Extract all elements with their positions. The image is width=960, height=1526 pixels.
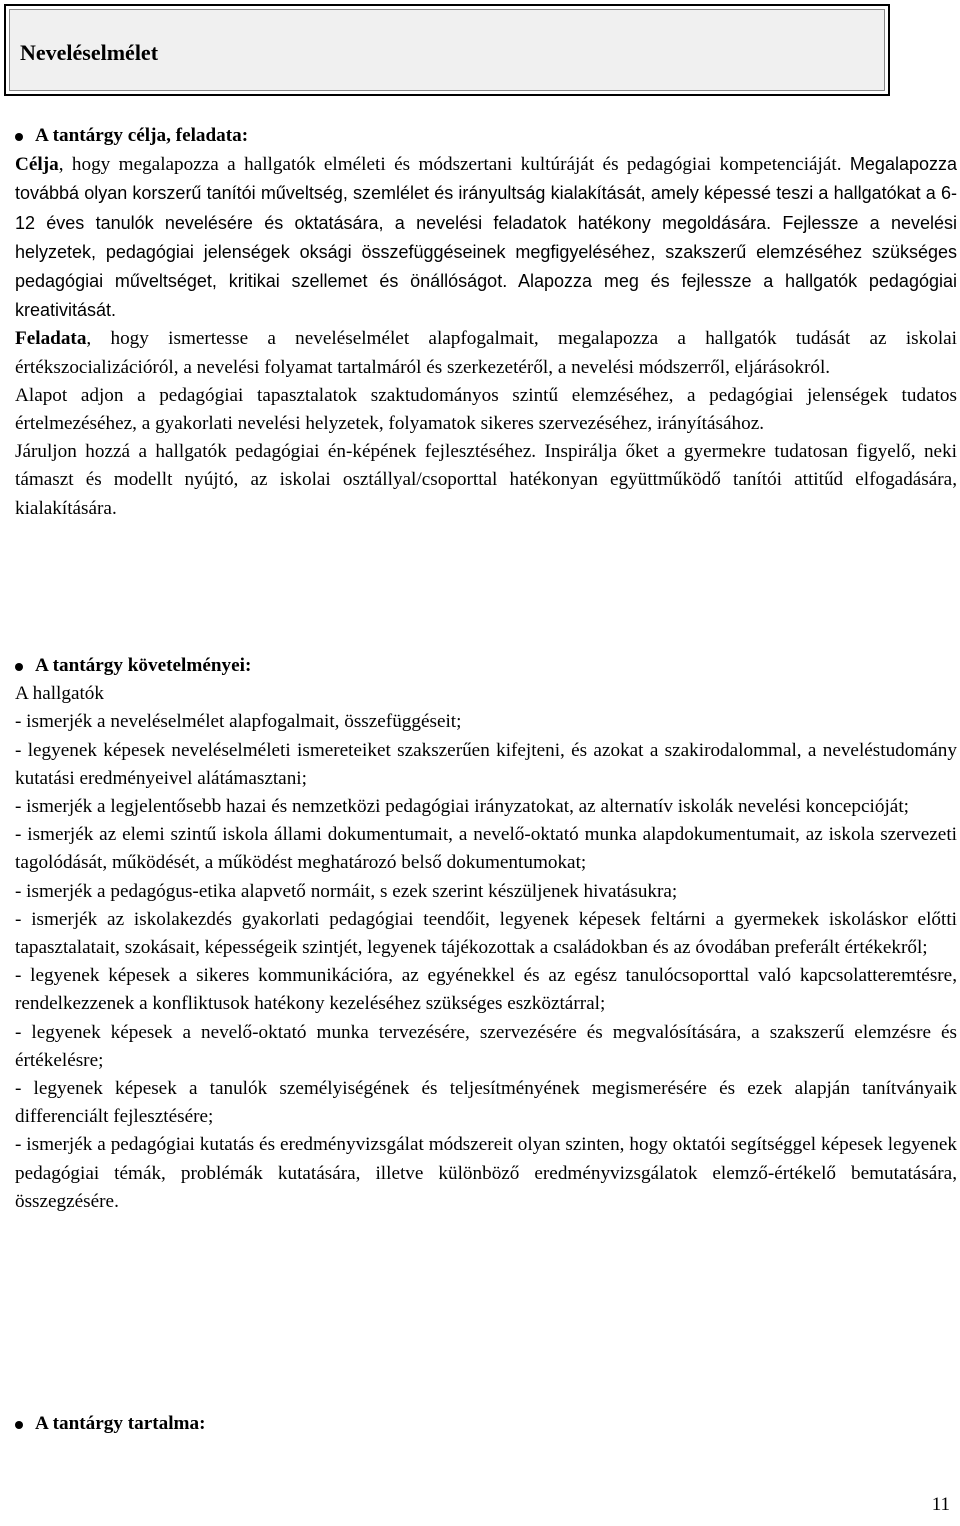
list-item: - legyenek képesek a tanulók személyiségének és teljesítményének megismerésére és ezek alapján tanítványaik differenciált fejlesztésére; <box>15 1078 957 1128</box>
title-box <box>4 4 890 96</box>
list-item: - ismerjék a pedagógiai kutatás és eredményvizsgálat módszereit olyan szinten, hogy oktatói segítséggel képesek legyenek pedagógiai témák, problémák kutatására, illetve különböző eredményvizsgálatok elemző-értékelő bemutatására, összegzésére. <box>15 1134 957 1212</box>
goal-paragraph: Célja, hogy megalapozza a hallgatók elméleti és módszertani kultúráját és pedagógiai kompetenciáját. Megalapozza továbbá olyan korszerű tanítói műveltség, szemlélet és irányultság kialakítását, amely képessé teszi a hallgatókat a 6-12 éves tanulók nevelésére és oktatására, a nevelési feladatok hatékony megoldására. Fejlessze a nevelési helyzetek, pedagógiai jelenségek oksági összefüggéseinek megfigyeléséhez, szakszerű elemzéséhez szükséges pedagógiai műveltséget, kritikai szellemet és önállóságot. Alapozza meg és fejlessze a hallgatók pedagógiai kreativitását. <box>15 154 957 321</box>
bullet-icon <box>15 1421 23 1429</box>
list-item: - ismerjék az iskolakezdés gyakorlati pedagógiai teendőit, legyenek képesek feltárni a gyermekek iskoláskor előtti tapasztalatait, szokásait, képességeik szintjét, legyenek tájékozottak a családokban és az óvodában preferált értékekről; <box>15 908 957 959</box>
page-title: Neveléselmélet <box>20 40 159 65</box>
goal-label: Célja <box>15 154 59 176</box>
list-item: - ismerjék a pedagógus-etika alapvető normáit, s ezek szerint készüljenek hivatásukra; <box>15 880 678 902</box>
page-number: 11 <box>931 1494 950 1515</box>
list-item: - legyenek képesek neveléselméleti ismereteiket szakszerűen kifejteni, és azokat a szakirodalommal, a neveléstudomány kutatási eredményeivel alátámasztani; <box>15 739 957 789</box>
list-item: - ismerjék a neveléselmélet alapfogalmait, összefüggéseit; <box>15 711 462 733</box>
section-requirements <box>15 652 957 1216</box>
list-item: - legyenek képesek a sikeres kommunikációra, az egyénekkel és az egész tanulócsoporttal való kapcsolatteremtésre, rendelkezzenek a konfliktusok hatékony kezeléséhez szükséges eszköztárral; <box>15 965 957 1015</box>
task-label: Feladata <box>15 328 87 350</box>
list-item: - ismerjék a legjelentősebb hazai és nemzetközi pedagógiai irányzatokat, az alternatív iskolák nevelési koncepcióját; <box>15 796 909 818</box>
section-heading-content: A tantárgy tartalma: <box>15 1410 957 1438</box>
list-item: - ismerjék az elemi szintű iskola állami dokumentumait, a nevelő-oktató munka alapdokumentumait, az iskola szervezeti tagolódását, működését, a működést meghatározó belső dokumentumokat; <box>15 824 957 874</box>
section-heading-requirements: A tantárgy követelményei: <box>15 652 957 680</box>
bullet-icon <box>15 663 23 671</box>
bullet-icon <box>15 133 23 141</box>
contribute-paragraph: Járuljon hozzá a hallgatók pedagógiai én-képének fejlesztéséhez. Inspirálja őket a gyermekre tudatosan figyelő, neki támaszt és modellt nyújtó, az iskolai osztállyal/csoporttal hatékonyan együttműködő tanítói attitűd elfogadására, kialakítására. <box>15 441 957 519</box>
requirements-intro: A hallgatók <box>15 683 104 705</box>
section-content <box>15 1410 957 1438</box>
requirements-list <box>15 708 957 1216</box>
task-paragraph: Feladata, hogy ismertesse a neveléselmélet alapfogalmait, megalapozza a hallgatók tudását az iskolai értékszocializációról, a nevelési folyamat tartalmáról és szerkezetéről, a nevelési módszerről, eljárásokról. <box>15 328 957 378</box>
basis-paragraph: Alapot adjon a pedagógiai tapasztalatok szaktudományos szintű elemzéséhez, a pedagógiai jelenségek tudatos értelmezéséhez, a gyakorlati nevelési helyzetek, folyamatok sikeres szervezéséhez, irányításához. <box>15 384 957 435</box>
section-heading-goal: A tantárgy célja, feladata: <box>15 122 957 150</box>
list-item: - legyenek képesek a nevelő-oktató munka tervezésére, szervezésére és megvalósítására, a szakszerű elemzésre és értékelésre; <box>15 1021 957 1071</box>
section-goal <box>15 122 957 523</box>
